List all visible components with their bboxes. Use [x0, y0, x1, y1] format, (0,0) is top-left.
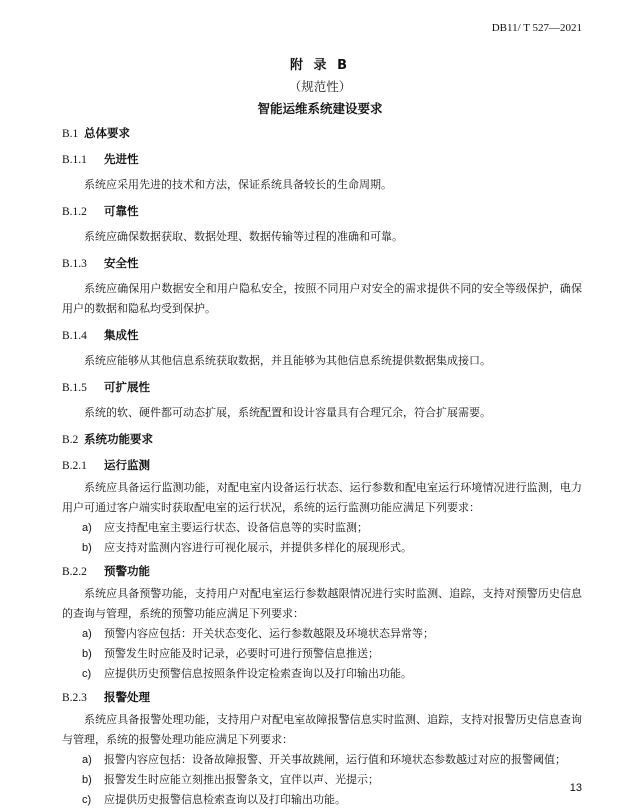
clause-text: 系统应确保用户数据安全和用户隐私安全，按照不同用户对安全的需求提供不同的安全等级保护，确保用户的数据和隐私均受到保护。: [62, 282, 582, 315]
clause-title: 可扩展性: [104, 380, 150, 394]
list-marker: c): [82, 668, 92, 680]
clause-title: 报警处理: [104, 690, 150, 704]
list-item: [62, 750, 582, 770]
clause-heading: [62, 250, 582, 276]
list-item-text: 应提供历史预警信息按照条件设定检索查询以及打印输出功能。: [104, 667, 412, 680]
clause-text: 系统应采用先进的技术和方法，保证系统具备较长的生命周期。: [84, 178, 392, 191]
clause-title: 安全性: [104, 256, 139, 270]
section-number: B.1: [62, 128, 79, 140]
annex-header: [0, 54, 640, 117]
list-item-text: 应支持对监测内容进行可视化展示，并提供多样化的展现形式。: [104, 541, 412, 554]
clause-title: 可靠性: [104, 204, 139, 218]
section-heading: [62, 426, 582, 452]
list-marker: c): [82, 794, 92, 806]
clause-number: B.1.2: [62, 206, 87, 218]
list-item: [62, 538, 582, 558]
clause-number: B.1.5: [62, 382, 87, 394]
list-marker: a): [82, 522, 92, 534]
list-marker: b): [82, 648, 92, 660]
clause-number: B.1.1: [62, 154, 87, 166]
section-heading: [62, 120, 582, 146]
list-item: [62, 644, 582, 664]
clause-title: 预警功能: [104, 564, 150, 578]
list-marker: b): [82, 542, 92, 554]
clause-heading: [62, 558, 582, 584]
list-marker: a): [82, 754, 92, 766]
clause-heading: [62, 146, 582, 172]
standard-code: DB11/ T 527—2021: [491, 22, 582, 34]
clause-heading: [62, 322, 582, 348]
list-item-text: 预警发生时应能及时记录，必要时可进行预警信息推送；: [104, 647, 379, 660]
list-item: [62, 664, 582, 684]
clause-text: 系统应确保数据获取、数据处理、数据传输等过程的准确和可靠。: [84, 230, 403, 243]
clause-title: 运行监测: [104, 458, 150, 472]
list-item-text: 预警内容应包括：开关状态变化、运行参数越限及环境状态异常等；: [104, 627, 434, 640]
clause-heading: [62, 684, 582, 710]
annex-name: 智能运维系统建设要求: [257, 101, 383, 116]
list-item: [62, 518, 582, 538]
clause-heading: [62, 452, 582, 478]
clause-text: 系统的软、硬件都可动态扩展，系统配置和设计容量具有合理冗余，符合扩展需要。: [84, 406, 491, 419]
clause-number: B.2.2: [62, 566, 87, 578]
clause-number: B.1.3: [62, 258, 87, 270]
annex-type: （规范性）: [288, 79, 352, 94]
clause-number: B.1.4: [62, 330, 87, 342]
clause-title: 集成性: [104, 328, 139, 342]
page-number: 13: [569, 782, 582, 794]
list-item: [62, 624, 582, 644]
list-item: [62, 770, 582, 790]
list-item: [62, 790, 582, 810]
clause-text: 系统应具备运行监测功能，对配电室内设备运行状态、运行参数和配电室运行环境情况进行监测，电力用户可通过客户端实时获取配电室的运行状况，系统的运行监测功能应满足下列要求：: [62, 481, 582, 514]
section-number: B.2: [62, 434, 79, 446]
clause-text: 系统应具备报警处理功能，支持用户对配电室故障报警信息实时监测、追踪，支持对报警历史信息查询与管理，系统的报警处理功能应满足下列要求：: [62, 713, 582, 746]
list-item-text: 报警内容应包括：设备故障报警、开关事故跳闸，运行值和环境状态参数越过对应的报警阈值；: [104, 753, 566, 766]
document-body: [62, 120, 582, 810]
annex-title: 附 录 B: [290, 58, 350, 73]
section-title: 总体要求: [84, 126, 130, 140]
section-title: 系统功能要求: [84, 432, 153, 446]
list-item-text: 应提供历史报警信息检索查询以及打印输出功能。: [104, 793, 346, 806]
list-item-text: 报警发生时应能立刻推出报警条文，宜伴以声、光提示；: [104, 773, 379, 786]
list-marker: a): [82, 628, 92, 640]
clause-title: 先进性: [104, 152, 139, 166]
clause-text: 系统应能够从其他信息系统获取数据，并且能够为其他信息系统提供数据集成接口。: [84, 354, 491, 367]
clause-number: B.2.3: [62, 692, 87, 704]
list-item-text: 应支持配电室主要运行状态、设备信息等的实时监测；: [104, 521, 368, 534]
clause-text: 系统应具备预警功能，支持用户对配电室运行参数越限情况进行实时监测、追踪，支持对预警历史信息的查询与管理，系统的预警功能应满足下列要求：: [62, 587, 582, 620]
list-marker: b): [82, 774, 92, 786]
clause-heading: [62, 374, 582, 400]
clause-heading: [62, 198, 582, 224]
clause-number: B.2.1: [62, 460, 87, 472]
